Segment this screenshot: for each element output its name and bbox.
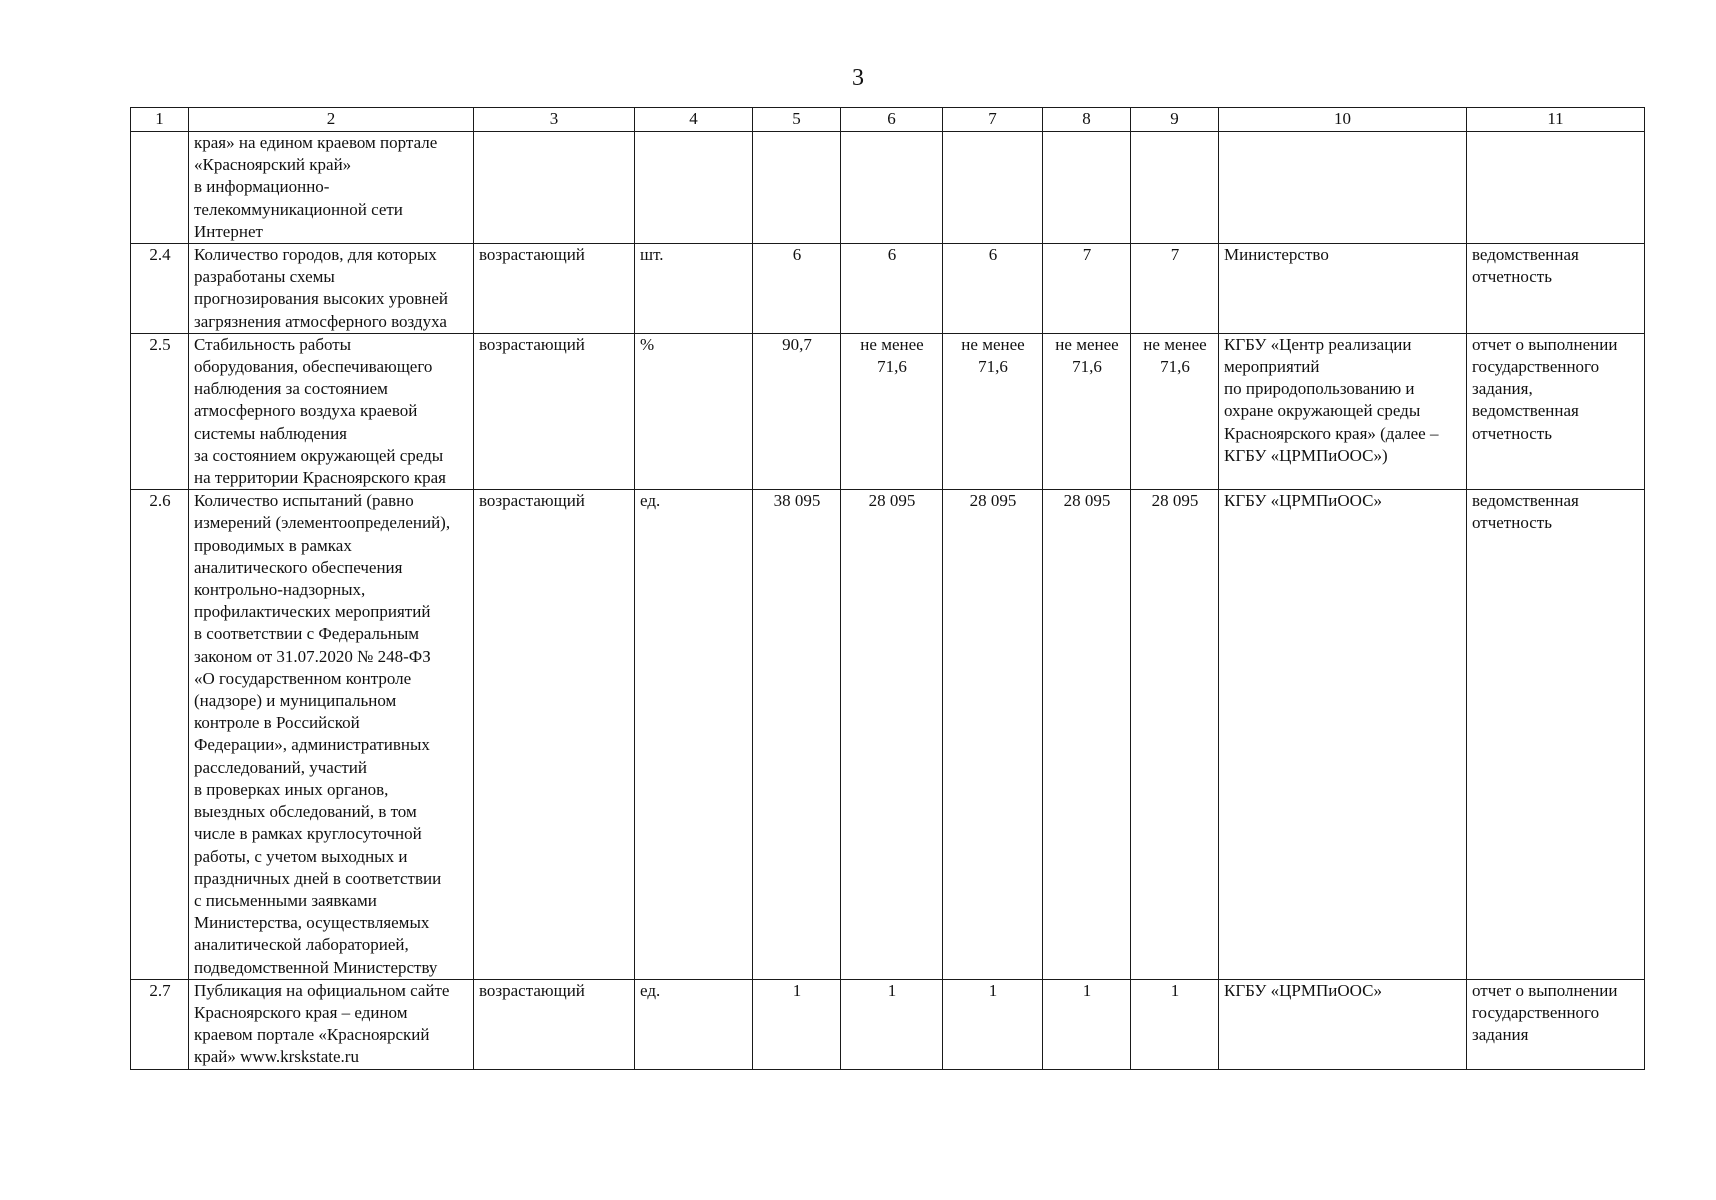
table-header bbox=[131, 108, 1645, 132]
unit-cell bbox=[635, 132, 753, 244]
responsible-cell bbox=[1219, 132, 1467, 244]
value-cell-col-5: 90,7 bbox=[753, 333, 841, 489]
source-line: государственного bbox=[1472, 357, 1600, 377]
indicator-name-line: праздничных дней в соответствии bbox=[194, 868, 442, 888]
indicator-name-line: работы, с учетом выходных и bbox=[194, 846, 408, 866]
header-cell-col-10: 10 bbox=[1219, 108, 1467, 132]
value-cell-col-9 bbox=[1131, 132, 1219, 244]
responsible-line: КГБУ «ЦРМПиООС») bbox=[1224, 445, 1388, 465]
responsible-cell bbox=[1219, 979, 1467, 1069]
responsible-line: КГБУ «ЦРМПиООС» bbox=[1224, 491, 1382, 511]
value-cell-col-8: не менее 71,6 bbox=[1043, 333, 1131, 489]
responsible-cell bbox=[1219, 333, 1467, 489]
table-row bbox=[131, 490, 1645, 979]
unit-cell: шт. bbox=[635, 244, 753, 334]
row-number-cell: 2.4 bbox=[131, 244, 189, 334]
source-cell bbox=[1467, 490, 1645, 979]
indicator-name-line: Интернет bbox=[194, 221, 263, 241]
value-cell-col-9: 1 bbox=[1131, 979, 1219, 1069]
indicator-name-line: оборудования, обеспечивающего bbox=[194, 357, 433, 377]
value-cell-col-7: 6 bbox=[943, 244, 1043, 334]
value-cell-col-8 bbox=[1043, 132, 1131, 244]
indicator-name-line: телекоммуникационной сети bbox=[194, 199, 403, 219]
trend-cell: возрастающий bbox=[474, 979, 635, 1069]
value-cell-col-6: 28 095 bbox=[841, 490, 943, 979]
source-cell bbox=[1467, 979, 1645, 1069]
indicator-name-cell bbox=[189, 333, 474, 489]
source-cell bbox=[1467, 333, 1645, 489]
indicator-name-line: измерений (элементоопределений), bbox=[194, 513, 451, 533]
value-cell-col-7 bbox=[943, 132, 1043, 244]
header-cell-col-3: 3 bbox=[474, 108, 635, 132]
responsible-line: КГБУ «ЦРМПиООС» bbox=[1224, 980, 1382, 1000]
indicator-name-line: Министерства, осуществляемых bbox=[194, 913, 430, 933]
source-line: государственного bbox=[1472, 1002, 1600, 1022]
unit-cell: % bbox=[635, 333, 753, 489]
indicator-name-line: Количество испытаний (равно bbox=[194, 491, 414, 511]
indicator-name-line: Красноярского края – едином bbox=[194, 1002, 408, 1022]
value-cell-col-7: 1 bbox=[943, 979, 1043, 1069]
header-cell-col-6: 6 bbox=[841, 108, 943, 132]
source-line: отчетность bbox=[1472, 267, 1552, 287]
header-cell-col-8: 8 bbox=[1043, 108, 1131, 132]
indicator-name-line: краевом портале «Красноярский bbox=[194, 1025, 430, 1045]
indicator-name-line: профилактических мероприятий bbox=[194, 602, 431, 622]
header-cell-col-2: 2 bbox=[189, 108, 474, 132]
source-line: отчетность bbox=[1472, 423, 1552, 443]
value-cell-col-7: 28 095 bbox=[943, 490, 1043, 979]
indicator-name-line: за состоянием окружающей среды bbox=[194, 445, 444, 465]
responsible-cell bbox=[1219, 490, 1467, 979]
header-cell-col-5: 5 bbox=[753, 108, 841, 132]
table-row bbox=[131, 979, 1645, 1069]
value-cell-col-6: 6 bbox=[841, 244, 943, 334]
indicator-name-line: разработаны схемы bbox=[194, 267, 335, 287]
indicator-name-cell bbox=[189, 132, 474, 244]
row-number-cell: 2.5 bbox=[131, 333, 189, 489]
row-number-cell: 2.7 bbox=[131, 979, 189, 1069]
unit-cell: ед. bbox=[635, 979, 753, 1069]
responsible-line: мероприятий bbox=[1224, 357, 1320, 377]
indicator-name-line: аналитического обеспечения bbox=[194, 557, 403, 577]
value-cell-col-5: 1 bbox=[753, 979, 841, 1069]
indicator-name-line: «Красноярский край» bbox=[194, 155, 352, 175]
indicator-name-line: контрольно-надзорных, bbox=[194, 580, 366, 600]
row-number-cell: 2.6 bbox=[131, 490, 189, 979]
value-cell-col-6: не менее 71,6 bbox=[841, 333, 943, 489]
indicator-name-cell bbox=[189, 244, 474, 334]
source-line: отчет о выполнении bbox=[1472, 980, 1618, 1000]
trend-cell bbox=[474, 132, 635, 244]
source-line: отчет о выполнении bbox=[1472, 334, 1618, 354]
value-cell-col-8: 1 bbox=[1043, 979, 1131, 1069]
indicator-name-line: в соответствии с Федеральным bbox=[194, 624, 420, 644]
indicator-name-line: законом от 31.07.2020 № 248-ФЗ bbox=[194, 646, 431, 666]
unit-cell: ед. bbox=[635, 490, 753, 979]
trend-cell: возрастающий bbox=[474, 490, 635, 979]
indicator-name-line: Количество городов, для которых bbox=[194, 245, 437, 265]
row-number-cell bbox=[131, 132, 189, 244]
header-cell-col-9: 9 bbox=[1131, 108, 1219, 132]
responsible-line: Министерство bbox=[1224, 245, 1329, 265]
responsible-cell bbox=[1219, 244, 1467, 334]
value-cell-col-6 bbox=[841, 132, 943, 244]
responsible-line: Красноярского края» (далее – bbox=[1224, 423, 1439, 443]
value-cell-col-5: 38 095 bbox=[753, 490, 841, 979]
indicator-name-line: с письменными заявками bbox=[194, 890, 377, 910]
value-cell-col-5: 6 bbox=[753, 244, 841, 334]
indicator-name-line: контроле в Российской bbox=[194, 713, 360, 733]
indicator-name-line: (надзоре) и муниципальном bbox=[194, 691, 397, 711]
indicator-name-line: Федерации», административных bbox=[194, 735, 430, 755]
header-cell-col-4: 4 bbox=[635, 108, 753, 132]
source-line: ведомственная bbox=[1472, 245, 1579, 265]
indicator-name-line: расследований, участий bbox=[194, 757, 367, 777]
header-row bbox=[131, 108, 1645, 132]
indicator-name-line: прогнозирования высоких уровней bbox=[194, 289, 448, 309]
indicator-name-line: Стабильность работы bbox=[194, 334, 352, 354]
source-line: ведомственная bbox=[1472, 401, 1579, 421]
table-body bbox=[131, 132, 1645, 1070]
indicator-name-line: «О государственном контроле bbox=[194, 668, 412, 688]
responsible-line: по природопользованию и bbox=[1224, 379, 1415, 399]
indicator-name-line: проводимых в рамках bbox=[194, 535, 352, 555]
header-cell-col-11: 11 bbox=[1467, 108, 1645, 132]
indicator-name-line: атмосферного воздуха краевой bbox=[194, 401, 418, 421]
indicator-name-line: в проверках иных органов, bbox=[194, 779, 389, 799]
source-line: задания, bbox=[1472, 379, 1533, 399]
indicator-name-line: выездных обследований, в том bbox=[194, 802, 417, 822]
source-line: отчетность bbox=[1472, 513, 1552, 533]
value-cell-col-8: 7 bbox=[1043, 244, 1131, 334]
source-line: задания bbox=[1472, 1025, 1529, 1045]
indicator-name-cell bbox=[189, 979, 474, 1069]
indicator-name-line: числе в рамках круглосуточной bbox=[194, 824, 422, 844]
trend-cell: возрастающий bbox=[474, 333, 635, 489]
value-cell-col-6: 1 bbox=[841, 979, 943, 1069]
indicator-name-line: края» на едином краевом портале bbox=[194, 133, 438, 152]
source-cell bbox=[1467, 244, 1645, 334]
indicator-name-line: системы наблюдения bbox=[194, 423, 347, 443]
value-cell-col-8: 28 095 bbox=[1043, 490, 1131, 979]
source-cell bbox=[1467, 132, 1645, 244]
indicator-name-line: подведомственной Министерству bbox=[194, 957, 438, 977]
indicator-name-line: в информационно- bbox=[194, 177, 330, 197]
indicator-name-line: Публикация на официальном сайте bbox=[194, 980, 450, 1000]
responsible-line: КГБУ «Центр реализации bbox=[1224, 334, 1412, 354]
trend-cell: возрастающий bbox=[474, 244, 635, 334]
indicators-table bbox=[130, 107, 1645, 1070]
indicator-name-line: край» www.krskstate.ru bbox=[194, 1047, 359, 1067]
indicator-name-line: загрязнения атмосферного воздуха bbox=[194, 311, 447, 331]
value-cell-col-9: 28 095 bbox=[1131, 490, 1219, 979]
indicator-name-line: на территории Красноярского края bbox=[194, 468, 447, 488]
table-row bbox=[131, 244, 1645, 334]
source-line: ведомственная bbox=[1472, 491, 1579, 511]
indicator-name-line: наблюдения за состоянием bbox=[194, 379, 388, 399]
value-cell-col-9: не менее 71,6 bbox=[1131, 333, 1219, 489]
value-cell-col-9: 7 bbox=[1131, 244, 1219, 334]
table-row bbox=[131, 333, 1645, 489]
value-cell-col-7: не менее 71,6 bbox=[943, 333, 1043, 489]
header-cell-col-1: 1 bbox=[131, 108, 189, 132]
responsible-line: охране окружающей среды bbox=[1224, 401, 1421, 421]
page-number: 3 bbox=[852, 65, 864, 91]
table-row bbox=[131, 132, 1645, 244]
value-cell-col-5 bbox=[753, 132, 841, 244]
header-cell-col-7: 7 bbox=[943, 108, 1043, 132]
indicator-name-cell bbox=[189, 490, 474, 979]
indicator-name-line: аналитической лабораторией, bbox=[194, 935, 409, 955]
